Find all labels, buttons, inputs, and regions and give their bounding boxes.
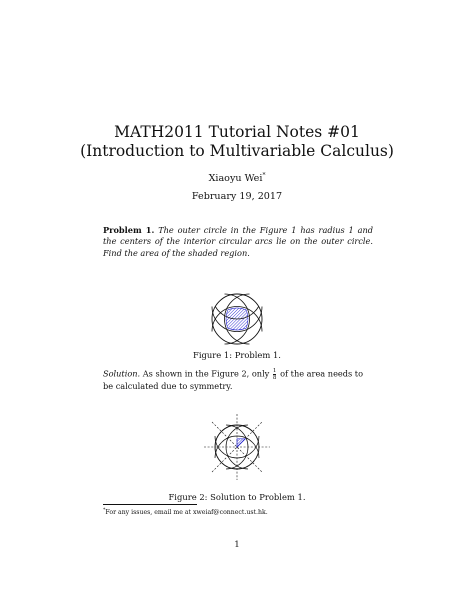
page-number: 1 [234,540,240,550]
figure-1 [207,289,267,349]
title-line-2: (Introduction to Multivariable Calculus) [80,142,394,160]
author-name: Xiaoyu Wei [208,173,263,185]
solution-paragraph [103,368,375,392]
author-footnote-mark: * [262,172,266,179]
footnote-rule [103,504,197,505]
solution-text-before: As shown in the Figure 2, only [142,368,270,379]
date: February 19, 2017 [191,191,283,202]
fraction-denominator: 8 [272,375,277,381]
problem-text: The outer circle in the Figure 1 has radius 1 and the centers of the interior circular arcs lie on the outer circle. Find the area of the shaded region. [103,225,374,258]
solution-label: Solution. [103,368,141,379]
author [0,172,474,184]
footnote-mark: * [103,508,106,513]
problem-statement [103,225,373,259]
title-line-1: MATH2011 Tutorial Notes #01 [114,123,360,141]
fraction-numerator: 1 [272,368,277,374]
figure-1-caption: Figure 1: Problem 1. [193,350,281,360]
footnote [103,508,268,516]
problem-label: Problem 1. [103,225,155,235]
figure-2-caption: Figure 2: Solution to Problem 1. [168,492,306,502]
footnote-text: For any issues, email me at xweiaf@connect.ust.hk. [105,509,268,517]
figure-2 [202,412,272,482]
fraction-one-eighth [273,368,277,381]
solution-text-after: of the area needs to be calculated due to symmetry. [103,368,364,391]
